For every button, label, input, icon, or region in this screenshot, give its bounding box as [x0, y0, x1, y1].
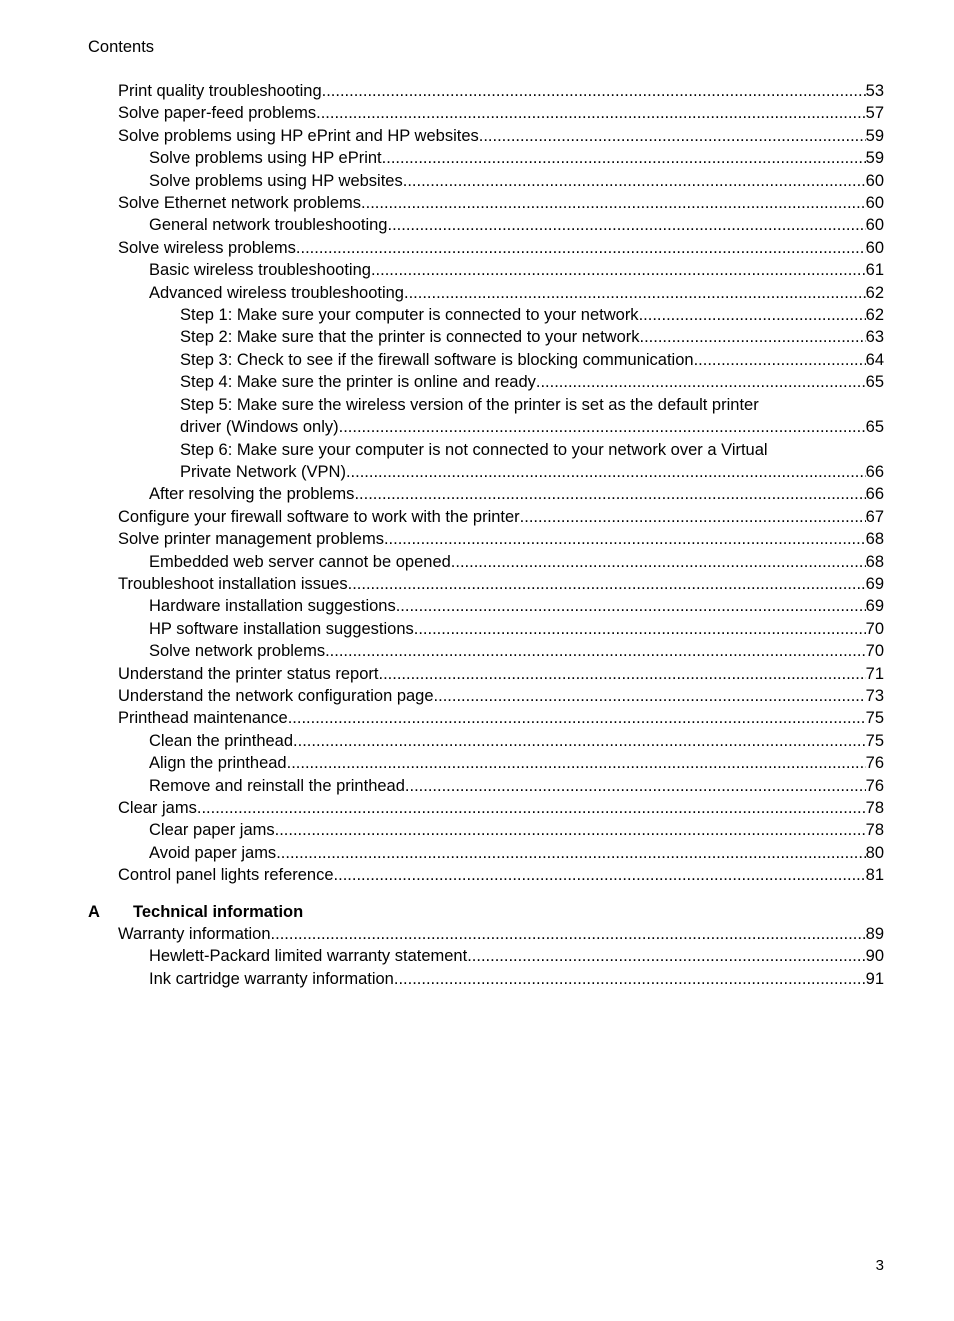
- toc-entry-row: [149, 551, 884, 573]
- toc-entry-page: 78: [865, 799, 884, 817]
- dot-leader: [387, 214, 865, 236]
- toc-entry-page: 67: [865, 507, 884, 526]
- dot-leader: [405, 775, 866, 797]
- toc-entry[interactable]: [149, 483, 884, 505]
- dot-leader: [394, 968, 866, 990]
- dot-leader: [354, 483, 865, 505]
- toc-entry-title: Troubleshoot installation issues: [118, 574, 348, 593]
- toc-entry-page: 65: [865, 418, 884, 437]
- toc-entry[interactable]: [118, 125, 884, 147]
- toc-entry-row: [180, 304, 884, 326]
- toc-entry-title: Solve problems using HP ePrint: [149, 149, 382, 168]
- toc-entry-title: Solve problems using HP ePrint and HP websites: [118, 126, 479, 145]
- toc-entry-row: [118, 864, 884, 886]
- toc-entry-title-line: Step 5: Make sure the wireless version of the printer is set as the default printer: [180, 395, 759, 414]
- toc-entry-title: Solve network problems: [149, 642, 326, 661]
- toc-entry-page: 68: [865, 530, 884, 549]
- toc-entry[interactable]: [149, 618, 884, 640]
- toc-entry[interactable]: [149, 551, 884, 573]
- toc-entry-page: 63: [865, 328, 884, 347]
- toc-entry-row: [149, 640, 884, 662]
- dot-leader: [414, 618, 866, 640]
- toc-entry-row: [149, 282, 884, 304]
- toc-entry-row: [180, 371, 884, 393]
- appendix-letter: A: [88, 902, 100, 921]
- toc-entry-page: 69: [865, 574, 884, 593]
- toc-entry-row: [118, 237, 884, 259]
- toc-entry-page: 66: [865, 462, 884, 481]
- page-number: 3: [875, 1257, 884, 1274]
- toc-entry[interactable]: [149, 214, 884, 236]
- toc-entry-title: Solve wireless problems: [118, 238, 296, 257]
- toc-entry-row: [149, 259, 884, 281]
- toc-entry-title: HP software installation suggestions: [149, 619, 414, 638]
- toc-entry-row: [180, 461, 884, 483]
- toc-entry-page: 91: [865, 969, 884, 988]
- dot-leader: [382, 147, 866, 169]
- toc-entry-title: Step 3: Check to see if the firewall software is blocking communication: [180, 350, 694, 369]
- toc-entry[interactable]: [180, 394, 884, 439]
- toc-entry-page: 64: [865, 350, 884, 369]
- toc-entry[interactable]: [149, 945, 884, 967]
- toc-entry[interactable]: [118, 923, 884, 945]
- dot-leader: [694, 349, 866, 371]
- toc-entry-row: [118, 80, 884, 102]
- dot-leader: [346, 461, 866, 483]
- dot-leader: [378, 663, 865, 685]
- toc-entry-title: Printhead maintenance: [118, 709, 288, 728]
- dot-leader: [403, 170, 866, 192]
- toc-entry[interactable]: [118, 102, 884, 124]
- toc-entry-title: General network troubleshooting: [149, 216, 388, 235]
- dot-leader: [276, 842, 865, 864]
- toc-entry[interactable]: [149, 730, 884, 752]
- toc-entry-title: Warranty information: [118, 925, 271, 944]
- appendix-heading: [88, 901, 884, 923]
- toc-entry-row: [149, 752, 884, 774]
- toc-entry-row: [118, 528, 884, 550]
- toc-entry-title: Hewlett-Packard limited warranty statement: [149, 947, 468, 966]
- toc-entry[interactable]: [149, 968, 884, 990]
- toc-entry-title: Understand the network configuration page: [118, 686, 434, 705]
- toc-entry-row: [118, 125, 884, 147]
- toc-entry-title: Advanced wireless troubleshooting: [149, 283, 404, 302]
- toc-entry-title: Step 4: Make sure the printer is online and ready: [180, 373, 536, 392]
- dot-leader: [287, 752, 866, 774]
- toc-entry-row: [118, 573, 884, 595]
- toc-entry-title: Remove and reinstall the printhead: [149, 776, 405, 795]
- toc-entry-title: Solve printer management problems: [118, 530, 384, 549]
- toc-entry-title: Step 1: Make sure your computer is connected to your network: [180, 306, 639, 325]
- toc-entry[interactable]: [118, 685, 884, 707]
- toc-entry[interactable]: [118, 663, 884, 685]
- toc-entry-row: [149, 618, 884, 640]
- dot-leader: [271, 923, 866, 945]
- dot-leader: [339, 416, 866, 438]
- dot-leader: [639, 304, 866, 326]
- toc-entry[interactable]: [118, 864, 884, 886]
- toc-entry-page: 70: [865, 619, 884, 638]
- toc-entry-title: Clean the printhead: [149, 731, 294, 750]
- toc-entry-title: Clear paper jams: [149, 821, 275, 840]
- toc-entry-page: 75: [865, 731, 884, 750]
- dot-leader: [384, 528, 866, 550]
- toc-entry-page: 73: [865, 686, 884, 705]
- dot-leader: [348, 573, 866, 595]
- dot-leader: [536, 371, 866, 393]
- toc-entry-title: Private Network (VPN): [180, 462, 346, 481]
- table-of-contents: [88, 80, 884, 990]
- toc-entry-page: 53: [865, 82, 884, 100]
- toc-entry-page: 61: [865, 261, 884, 280]
- toc-entry-row: [149, 968, 884, 990]
- toc-entry-row: [149, 214, 884, 236]
- toc-entry[interactable]: [149, 775, 884, 797]
- toc-entry-page: 76: [865, 754, 884, 773]
- dot-leader: [451, 551, 866, 573]
- toc-entry-row: [149, 945, 884, 967]
- toc-entry-page: 69: [865, 597, 884, 616]
- dot-leader: [371, 259, 866, 281]
- toc-entry[interactable]: [180, 349, 884, 371]
- toc-entry-row: [149, 595, 884, 617]
- toc-entry-title: Align the printhead: [149, 754, 287, 773]
- toc-entry-row: [180, 349, 884, 371]
- toc-entry[interactable]: [118, 80, 884, 102]
- toc-entry-row: [149, 730, 884, 752]
- toc-entry-page: 80: [865, 843, 884, 862]
- toc-entry-page: 59: [865, 149, 884, 168]
- toc-entry-page: 57: [865, 104, 884, 123]
- toc-entry-row: [118, 923, 884, 945]
- dot-leader: [296, 237, 866, 259]
- toc-entry-row: [149, 147, 884, 169]
- dot-leader: [197, 797, 866, 819]
- toc-entry-row: [149, 170, 884, 192]
- toc-entry[interactable]: [118, 237, 884, 259]
- toc-entry[interactable]: [118, 506, 884, 528]
- dot-leader: [288, 707, 866, 729]
- toc-entry-title: Solve Ethernet network problems: [118, 194, 362, 213]
- toc-entry[interactable]: [118, 797, 884, 819]
- toc-entry-row: [149, 483, 884, 505]
- dot-leader: [520, 506, 866, 528]
- dot-leader: [361, 192, 866, 214]
- toc-entry[interactable]: [118, 528, 884, 550]
- toc-entry-page: 71: [865, 664, 884, 683]
- toc-entry-title: Hardware installation suggestions: [149, 597, 396, 616]
- appendix-title: Technical information: [133, 902, 304, 921]
- toc-entry[interactable]: [149, 752, 884, 774]
- toc-entry-row: [118, 663, 884, 685]
- toc-entry-title: Basic wireless troubleshooting: [149, 261, 371, 280]
- toc-entry-title: Solve paper-feed problems: [118, 104, 317, 123]
- toc-entry-row: [118, 102, 884, 124]
- toc-entry-title: Understand the printer status report: [118, 664, 379, 683]
- toc-entry[interactable]: [149, 282, 884, 304]
- toc-entry-page: 60: [865, 216, 884, 235]
- toc-entry[interactable]: [180, 326, 884, 348]
- toc-entry-title: Step 2: Make sure that the printer is connected to your network: [180, 328, 640, 347]
- dot-leader: [293, 730, 866, 752]
- toc-entry[interactable]: [180, 439, 884, 484]
- toc-entry-row: [180, 416, 884, 438]
- toc-entry-title: Control panel lights reference: [118, 866, 334, 885]
- toc-entry-row: [180, 326, 884, 348]
- toc-entry-title: Solve problems using HP websites: [149, 171, 403, 190]
- toc-entry-title-line: Step 6: Make sure your computer is not connected to your network over a Virtual: [180, 440, 768, 459]
- toc-entry-row: [149, 819, 884, 841]
- dot-leader: [479, 125, 866, 147]
- toc-entry-page: 89: [865, 925, 884, 944]
- toc-entry-page: 62: [865, 306, 884, 325]
- toc-entry[interactable]: [149, 147, 884, 169]
- toc-entry-row: [118, 797, 884, 819]
- toc-entry-row: [118, 506, 884, 528]
- toc-entry[interactable]: [149, 640, 884, 662]
- toc-entry-title: Clear jams: [118, 799, 197, 817]
- toc-entry-page: 60: [865, 238, 884, 257]
- toc-entry[interactable]: [149, 819, 884, 841]
- dot-leader: [275, 819, 866, 841]
- toc-entry-page: 70: [865, 642, 884, 661]
- toc-appendix-list: [118, 923, 884, 990]
- toc-entry-title: Avoid paper jams: [149, 843, 277, 862]
- dot-leader: [396, 595, 866, 617]
- toc-entry-page: 59: [865, 126, 884, 145]
- toc-entry[interactable]: [180, 371, 884, 393]
- toc-entry[interactable]: [149, 170, 884, 192]
- toc-main-list: [118, 80, 884, 887]
- toc-entry-row: [149, 842, 884, 864]
- dot-leader: [316, 102, 866, 124]
- toc-entry-page: 78: [865, 821, 884, 840]
- dot-leader: [325, 640, 866, 662]
- toc-entry-title: Print quality troubleshooting: [118, 82, 322, 100]
- toc-entry-row: [118, 707, 884, 729]
- toc-entry-row: [149, 775, 884, 797]
- toc-entry-page: 65: [865, 373, 884, 392]
- toc-entry-row: [118, 192, 884, 214]
- dot-leader: [322, 80, 866, 102]
- toc-entry[interactable]: [118, 707, 884, 729]
- dot-leader: [467, 945, 865, 967]
- toc-entry-row: [118, 685, 884, 707]
- toc-entry[interactable]: [149, 595, 884, 617]
- dot-leader: [640, 326, 866, 348]
- toc-entry-page: 90: [865, 947, 884, 966]
- dot-leader: [434, 685, 866, 707]
- toc-entry[interactable]: [149, 259, 884, 281]
- toc-entry-page: 66: [865, 485, 884, 504]
- toc-entry-page: 81: [865, 866, 884, 885]
- toc-entry-title: driver (Windows only): [180, 418, 339, 437]
- toc-entry[interactable]: [180, 304, 884, 326]
- toc-entry[interactable]: [118, 192, 884, 214]
- toc-entry-title: Configure your firewall software to work with the printer: [118, 507, 520, 526]
- toc-entry-page: 75: [865, 709, 884, 728]
- toc-entry[interactable]: [149, 842, 884, 864]
- toc-entry-page: 68: [865, 552, 884, 571]
- toc-entry-title: After resolving the problems: [149, 485, 355, 504]
- toc-entry-title: Ink cartridge warranty information: [149, 969, 394, 988]
- toc-entry-page: 76: [865, 776, 884, 795]
- toc-entry-page: 62: [865, 283, 884, 302]
- toc-entry[interactable]: [118, 573, 884, 595]
- toc-entry-page: 60: [865, 171, 884, 190]
- dot-leader: [334, 864, 866, 886]
- page-header: Contents: [88, 38, 155, 56]
- dot-leader: [404, 282, 866, 304]
- toc-entry-page: 60: [865, 194, 884, 213]
- toc-entry-title: Embedded web server cannot be opened: [149, 552, 451, 571]
